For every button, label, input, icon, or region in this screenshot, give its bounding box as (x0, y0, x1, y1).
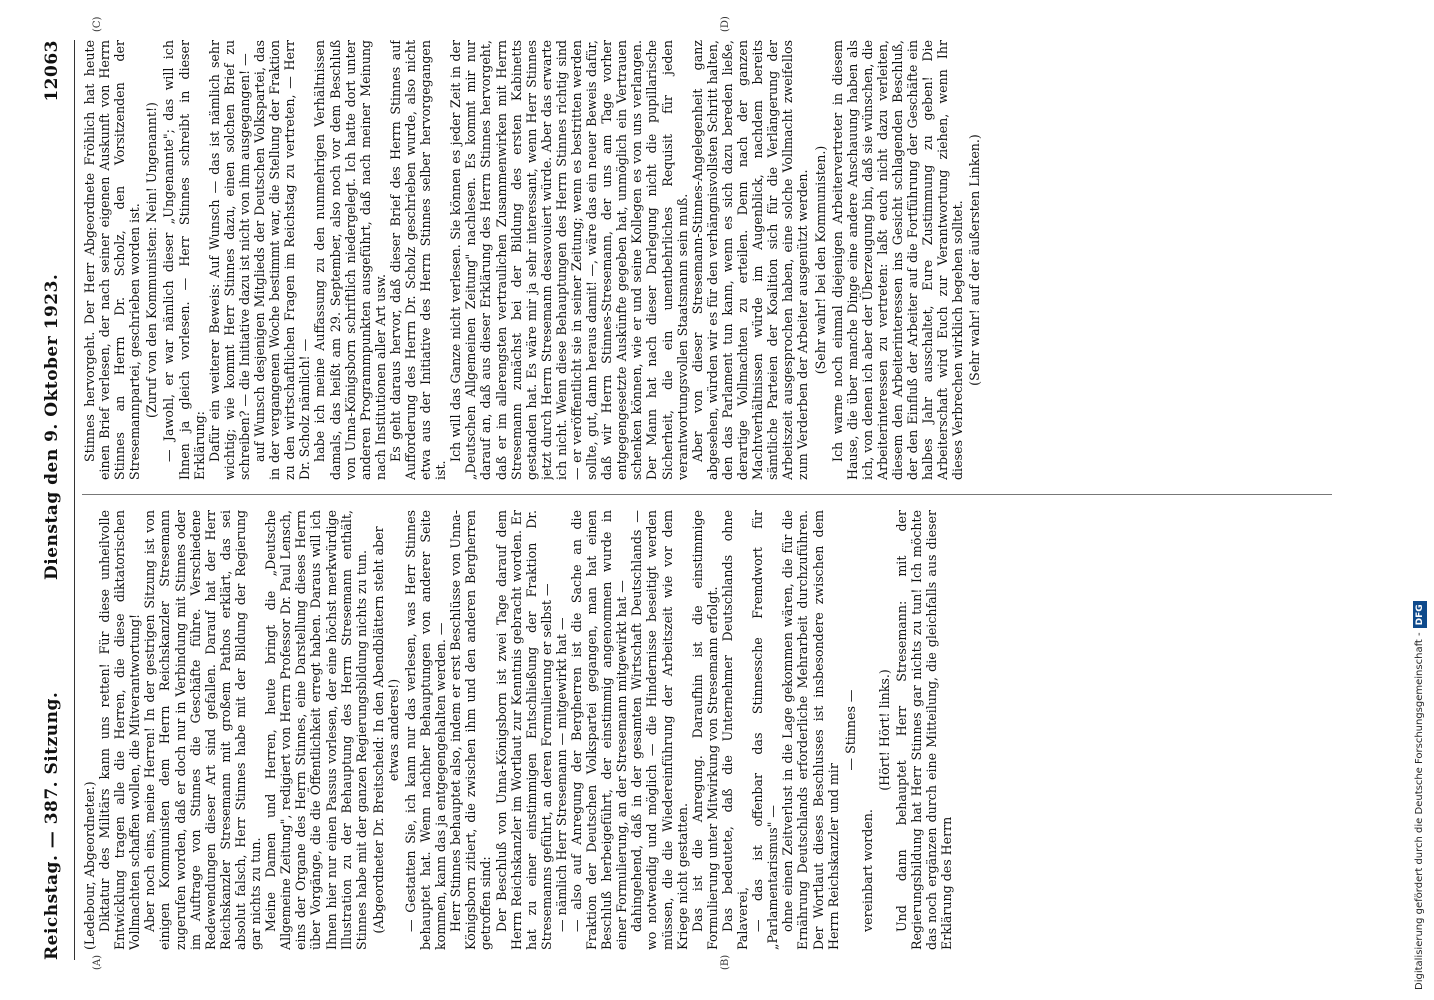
column-left (82, 510, 1342, 950)
header-rule (74, 40, 75, 960)
speaker-line: (Ledebour, Abgeordneter.) (82, 781, 97, 950)
paragraph: — nämlich Herr Stresemann — mitgewirkt hat — (553, 617, 569, 932)
paragraph: — Jawohl, er war nämlich dieser „Ungenannte"; das will ich Ihnen ja gleich vorlesen. — Herr Stinnes schreibt in dieser Erklärung: (161, 40, 207, 480)
paragraph: — also auf Anregung der Bergherren ist die Sache an die Fraktion der Deutschen Volkspartei gegangen, man hat einen Beschluß herbeigeführt, der einstimmig angenommen wurde in einer Formulierung, an der Stresemann mitgewirkt hat — (569, 510, 630, 950)
paragraph: Ich warne noch einmal diejenigen Arbeitervertreter in diesem Hause, die über manche Dinge eine andere Anschauung haben als ich, von denen ich aber der Überzeugung bin, daß sie wünschen, die Arbeiterinteressen zu vertreten: laßt euch nicht dazu verleiten, diesem den Arbeiterinteressen ins Gesicht schlagenden Beschluß, der den Einfluß der Arbeiter auf die Fortführung der Geschäfte ein halbes Jahr ausschaltet, Eure Zustimmung zu geben! Die Arbeiterschaft wird Euch zur Verantwortung ziehen, wenn Ihr dieses Verbrechen wirklich begehen solltet. (829, 40, 966, 480)
interjection: (Abgeordneter Dr. Breitscheid: In den Abendblättern steht aber etwas anderes!) (370, 526, 401, 934)
paragraph: — das ist offenbar das Stinnessche Fremdwort für „Parlamentarismus" — (750, 510, 781, 950)
header-session: Reichstag. — 387. Sitzung. (42, 691, 62, 960)
paragraph: ohne einen Zeitverlust in die Lage gekommen wären, die für die Ernährung Deutschlands erforderliche Mehrarbeit durchzuführen. Der Wortlaut dieses Beschlusses ist insbesondere zwischen dem Herrn Reichskanzler und mir (780, 510, 841, 950)
paragraph: — Gestatten Sie, ich kann nur das verlesen, was Herr Stinnes behauptet hat. Wenn nachher Behauptungen von anderer Seite kommen, kann das ja entgegengehalten werden. — (402, 510, 449, 950)
paragraph: Ich will das Ganze nicht verlesen. Sie können es jeder Zeit in der „Deutschen Allgemeinen Zeitung" nachlesen. Es kommt mir nur darauf an, daß aus dieser Erklärung des Herrn Stinnes hervorgeht, daß er im allerengsten vertraulichen Zusammenwirken mit Herrn Stresemann zunächst bei der Bildung des ersten Kabinetts gestanden hat. Es wäre mir ja sehr interessant, wenn Herr Stinnes jetzt durch Herrn Stresemann desavouiert würde. Aber das erwarte ich nicht. Wenn diese Behauptungen des Herrn Stinnes richtig sind — er veröffentlicht sie in seiner Zeitung; wenn es bestritten werden sollte, gut, dann heraus damit! —, wäre das ein neuer Beweis dafür, daß wir Herrn Stinnes-Stresemann, der uns am Tage vorher entgegengesetzte Auskünfte gegeben hat, unmöglich ein Vertrauen schenken können, wie er und seine Kollegen es von uns verlangen. Der Mann hat nach dieser Darlegung nicht die pupillarische Sicherheit, die ein unentbehrliches Requisit für jeden verantwortungsvollen Staatsmann sein muß. (448, 40, 690, 480)
paragraph: Und dann behauptet Herr Stresemann: mit der Regierungsbildung hat Herr Stinnes gar nichts zu tun! Ich möchte das noch ergänzen durch eine Mitteilung, die gleichfalls aus dieser Erklärung des Herrn (893, 510, 955, 950)
paragraph: Aber von dieser Stresemann-Stinnes-Angelegenheit ganz abgesehen, würden wir es für den verhängnisvollsten Schritt halten, den das Parlament tun kann, wenn es sich dazu bereden ließe, derartige Vollmachten zu erteilen. Denn nach der ganzen Machtverhältnissen würde im Augenblick, nachdem bereits sämtliche Parteien der Koalition sich für die Verlängerung der Arbeitszeit ausgesprochen haben, eine solche Vollmacht zweifellos zum Verderben der Arbeiter ausgenützt werden. (689, 40, 811, 480)
interjection: (Hört! Hört! links.) (876, 669, 892, 791)
paragraph: Dafür ein weiterer Beweis: Auf Wunsch — das ist nämlich sehr wichtig; wie kommt Herr Stinnes dazu, einen solchen Brief zu schreiben? — die Initiative dazu ist nicht von ihm ausgegangen! — (206, 40, 252, 480)
paragraph: Herr Stinnes behauptet also, indem er erst Beschlüsse von Unna-Königsborn zitiert, die zwischen ihm und den anderen Bergherren getroffen sind: (448, 510, 494, 950)
paragraph: Aber noch eins, meine Herren! In der gestrigen Sitzung ist von einigen Kommunisten dem Herrn Reichskanzler Stresemann zugerufen worden, daß er doch nur in Verbindung mit Stinnes oder im Auftrage von Stinnes die Geschäfte führe. Verschiedene Redewendungen dieser Art sind gefallen. Darauf hat der Herr Reichskanzler Stresemann mit großem Pathos erklärt, das sei absolut falsch, Herr Stinnes habe mit der Bildung der Regierung gar nichts zu tun. (142, 510, 264, 950)
paragraph: habe ich meine Auffassung zu den nunmehrigen Verhältnissen damals, das heißt am 29. September, also noch vor dem Beschluß von Unna-Königsborn schriftlich niedergelegt. Ich hatte dort unter anderen Programmpunkten ausgeführt, daß nach meiner Meinung nach Institutionen aller Art usw. (312, 40, 388, 480)
column-right (82, 40, 1342, 480)
paragraph: Meine Damen und Herren, heute bringt die „Deutsche Allgemeine Zeitung", redigiert von Herrn Professor Dr. Paul Lensch, eins der Organe des Herrn Stinnes, eine Darstellung dieses Herrn über Vorgänge, die die Öffentlichkeit erregt haben. Daraus will ich Ihnen hier nur einen Passus vorlesen, der eine höchst merkwürdige Illustration zu der Behauptung des Herrn Stresemann enthält, Stinnes habe mit der ganzen Regierungsbildung nichts zu tun. (263, 510, 369, 950)
column-divider (82, 494, 1332, 495)
stamp-text: Digitalisierung gefördert durch die Deutsche Forschungsgemeinschaft - (1414, 632, 1425, 990)
digitization-stamp (1413, 10, 1427, 990)
paragraph: Diktatur des Militärs kann uns retten! Für diese unheilvolle Entwicklung tragen alle die Herren, die diese diktatorischen Vollmachten schaffen wollen, die Mitverantwortung! (97, 510, 143, 950)
interjection: (Sehr wahr! bei den Kommunisten.) (812, 145, 828, 375)
paragraph: Stinnes hervorgeht. Der Herr Abgeordnete Fröhlich hat heute einen Brief verlesen, der nach seiner eigenen Auskunft von Herrn Stinnes an Herrn Dr. Scholz, den Vorsitzenden der Stresemannpartei, geschrieben worden ist. (82, 40, 143, 480)
paragraph: Der Beschluß von Unna-Königsborn ist zwei Tage darauf dem Herrn Reichskanzler im Wortlaut zur Kenntnis gebracht worden. Er hat zu einer einstimmigen Entschließung der Fraktion Dr. Stresemanns geführt, an deren Formulierung er selbst — (493, 510, 554, 950)
page-number: 12063 (42, 40, 62, 102)
interjection: — Stinnes — (842, 689, 858, 771)
header-date: Dienstag den 9. Oktober 1923. (42, 273, 62, 580)
margin-mark-c: (C) (92, 16, 103, 32)
stamp-text-line (1413, 10, 1427, 990)
paragraph: Es geht daraus hervor, daß dieser Brief des Herrn Stinnes auf Aufforderung des Herrn Dr. Scholz geschrieben wurde, also nicht etwa aus der Initiative des Herrn Stinnes selber hervorgegangen ist. (387, 40, 449, 480)
paragraph: Das bedeutete, daß die Unternehmer Deutschlands ohne Palaverei, (719, 510, 751, 950)
interjection: (Sehr wahr! auf der äußersten Linken.) (967, 134, 983, 386)
paragraph: vereinbart worden. (859, 809, 875, 932)
paragraph: Das ist die Anregung. Daraufhin ist die einstimmige Formulierung unter Mitwirkung von Stresemann erfolgt. (689, 510, 720, 950)
paragraph: dahingehend, daß in der gesamten Wirtschaft Deutschlands — wo notwendig und möglich — die Hindernisse beseitigt werden müssen, die die Wiedereinführung der Arbeitszeit wie vor dem Kriege nicht gestatten. (629, 510, 690, 950)
margin-mark-d: (D) (720, 16, 731, 32)
running-header (42, 40, 72, 960)
paragraph: auf Wunsch desjenigen Mitglieds der Deutschen Volkspartei, das in der vergangenen Woche bestimmt war, die Stellung der Fraktion zu den wirtschaftlichen Fragen im Reichstag zu vertreten, — Herr Dr. Scholz nämlich! — (252, 40, 313, 480)
dfg-logo: DFG (1413, 601, 1427, 628)
interjection: (Zuruf von den Kommunisten: Nein! Ungenannt!) (144, 102, 160, 418)
margin-mark-a: (A) (92, 954, 103, 970)
margin-mark-b: (B) (720, 954, 731, 970)
